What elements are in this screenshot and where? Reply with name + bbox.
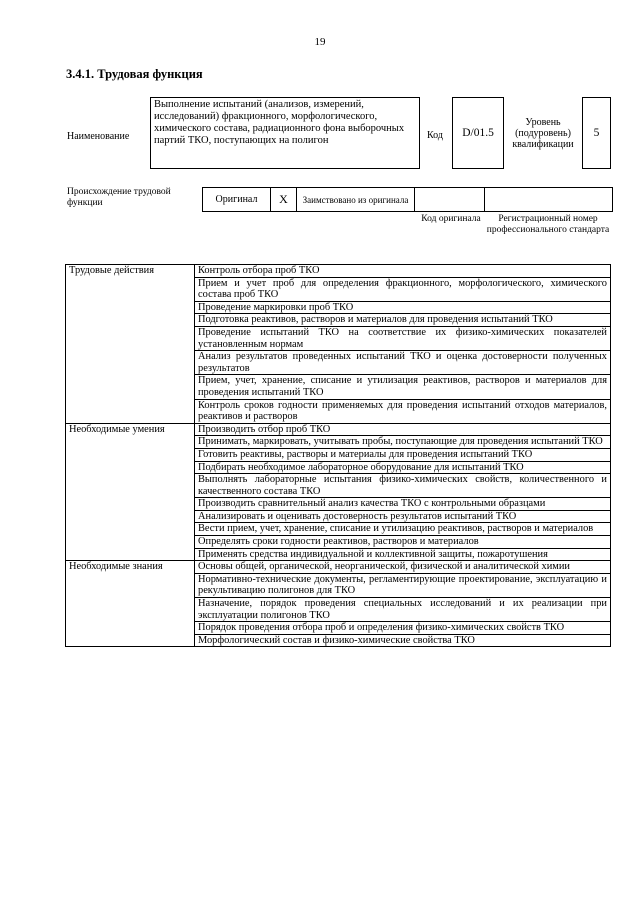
origin-label: Происхождение трудовой функции xyxy=(67,187,171,208)
item-cell: Анализ результатов проведенных испытаний ТКО и оценка достоверности полученных результатов xyxy=(195,351,611,375)
item-cell: Применять средства индивидуальной и коллективной защиты, пожаротушения xyxy=(195,548,611,561)
item-cell: Готовить реактивы, растворы и материалы для проведения испытаний ТКО xyxy=(195,448,611,461)
item-cell: Определять сроки годности реактивов, растворов и материалов xyxy=(195,536,611,549)
item-cell: Порядок проведения отбора проб и определения физико-химических свойств ТКО xyxy=(195,622,611,635)
origin-table xyxy=(202,187,613,212)
item-cell: Прием и учет проб для определения фракционного, морфологического, химического состава проб ТКО xyxy=(195,277,611,301)
code-label: Код xyxy=(427,130,443,141)
item-cell: Контроль отбора проб ТКО xyxy=(195,265,611,278)
reg-number-cell xyxy=(485,188,613,212)
item-cell: Проведение испытаний ТКО на соответствие их физико-химических показателей установленным нормам xyxy=(195,326,611,350)
item-cell: Нормативно-технические документы, регламентирующие проектирование, эксплуатацию и рекультивацию полигонов для ТКО xyxy=(195,573,611,597)
item-cell: Подбирать необходимое лабораторное оборудование для испытаний ТКО xyxy=(195,461,611,474)
item-cell: Производить отбор проб ТКО xyxy=(195,423,611,436)
section-title: 3.4.1. Трудовая функция xyxy=(66,67,203,81)
table-row xyxy=(66,423,611,436)
item-cell: Проведение маркировки проб ТКО xyxy=(195,301,611,314)
table-row xyxy=(66,561,611,574)
functions-table xyxy=(65,264,611,647)
reg-number-label: Регистрационный номер профессионального стандарта xyxy=(486,214,610,235)
category-cell: Необходимые умения xyxy=(66,423,195,561)
item-cell: Назначение, порядок проведения специальных исследований и их реализации при эксплуатации полигонов ТКО xyxy=(195,598,611,622)
level-value: 5 xyxy=(582,97,611,169)
function-name-box: Выполнение испытаний (анализов, измерений, исследований) фракционного, морфологического, химического состава, радиационного фона выборочных партий ТКО, поступающих на полигон xyxy=(150,97,420,169)
item-cell: Принимать, маркировать, учитывать пробы, поступающие для проведения испытаний ТКО xyxy=(195,436,611,449)
item-cell: Подготовка реактивов, растворов и материалов для проведения испытаний ТКО xyxy=(195,314,611,327)
item-cell: Анализировать и оценивать достоверность результатов испытаний ТКО xyxy=(195,510,611,523)
category-cell: Трудовые действия xyxy=(66,265,195,424)
code-original-cell xyxy=(415,188,485,212)
table-row xyxy=(66,265,611,278)
item-cell: Контроль сроков годности применяемых для проведения испытаний отходов материалов, реактивов и растворов xyxy=(195,399,611,423)
original-mark: X xyxy=(271,188,297,212)
item-cell: Выполнять лабораторные испытания физико-химических свойств, количественного и качественного состава ТКО xyxy=(195,474,611,498)
item-cell: Производить сравнительный анализ качества ТКО с контрольными образцами xyxy=(195,498,611,511)
item-cell: Основы общей, органической, неорганической, физической и аналитической химии xyxy=(195,561,611,574)
borrowed-label: Заимствовано из оригинала xyxy=(297,188,415,212)
level-label: Уровень (подуровень) квалификации xyxy=(512,117,574,150)
page-number: 19 xyxy=(314,36,326,48)
category-cell: Необходимые знания xyxy=(66,561,195,647)
item-cell: Вести прием, учет, хранение, списание и утилизацию реактивов, растворов и материалов xyxy=(195,523,611,536)
code-value: D/01.5 xyxy=(452,97,504,169)
name-label: Наименование xyxy=(67,131,130,142)
item-cell: Прием, учет, хранение, списание и утилизация реактивов, растворов и материалов для проведения испытаний ТКО xyxy=(195,375,611,399)
original-label: Оригинал xyxy=(203,188,271,212)
item-cell: Морфологический состав и физико-химические свойства ТКО xyxy=(195,634,611,647)
code-original-label: Код оригинала xyxy=(421,214,481,224)
